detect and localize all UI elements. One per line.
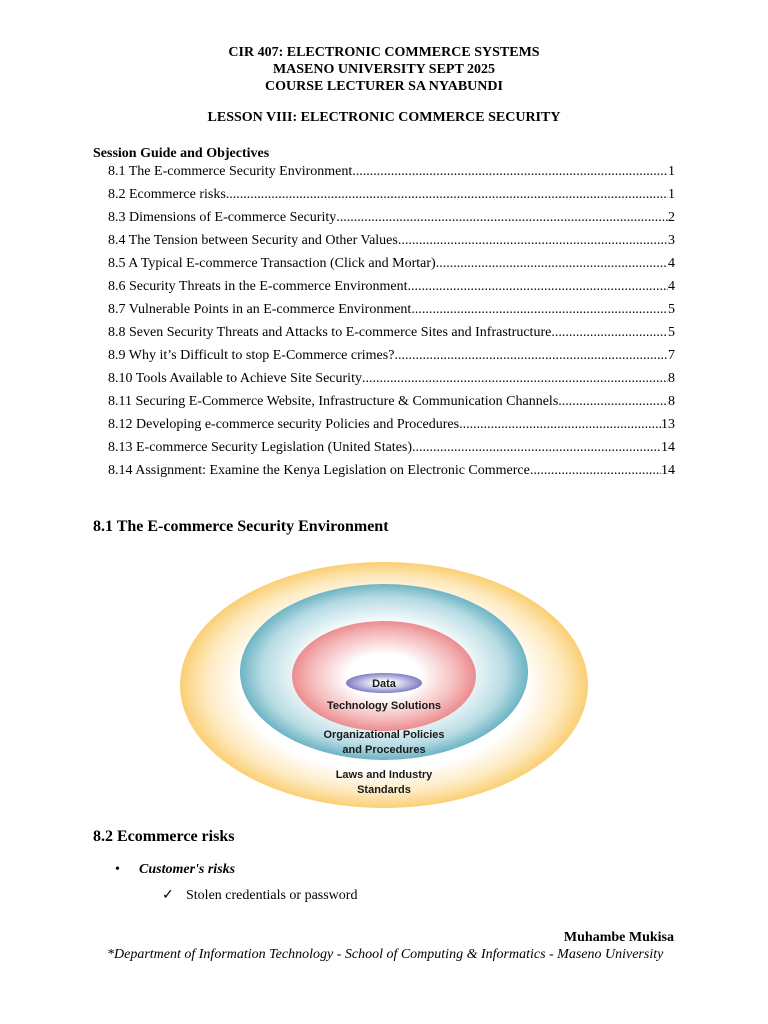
toc-entry-page: 14 (661, 463, 675, 478)
toc-entry[interactable] (108, 459, 675, 482)
toc-entry-label: 8.8 Seven Security Threats and Attacks to E-commerce Sites and Infrastructure (108, 325, 552, 340)
toc-entry-label: 8.10 Tools Available to Achieve Site Security (108, 371, 362, 386)
toc-entry-page: 2 (668, 210, 675, 225)
customer-risks-label: Customer's risks (139, 862, 236, 877)
toc-entry[interactable] (108, 160, 675, 183)
toc-entry-label: 8.7 Vulnerable Points in an E-commerce Environment (108, 302, 412, 317)
toc-entry-label: 8.9 Why it’s Difficult to stop E-Commerce crimes? (108, 348, 395, 363)
session-guide-title: Session Guide and Objectives (93, 146, 270, 161)
toc-entry[interactable] (108, 183, 675, 206)
toc-entry-page: 5 (668, 302, 675, 317)
toc-entry-label: 8.14 Assignment: Examine the Kenya Legislation on Electronic Commerce (108, 463, 530, 478)
lecturer-heading: COURSE LECTURER SA NYABUNDI (265, 79, 503, 94)
toc-entry[interactable] (108, 252, 675, 275)
technology-solutions-label: Technology Solutions (326, 700, 442, 712)
toc-entry-page: 8 (668, 394, 675, 409)
toc-entry-page: 4 (668, 279, 675, 294)
security-environment-diagram (178, 560, 590, 810)
data-label: Data (372, 678, 396, 690)
department-footnote: *Department of Information Technology - School of Computing & Informatics - Maseno University (107, 947, 664, 962)
toc-entry-label: 8.11 Securing E-Commerce Website, Infrastructure & Communication Channels (108, 394, 559, 409)
toc-entry-label: 8.5 A Typical E-commerce Transaction (Click and Mortar) (108, 256, 436, 271)
toc-entry-label: 8.3 Dimensions of E-commerce Security (108, 210, 337, 225)
toc-entry-page: 1 (668, 164, 675, 179)
table-of-contents (108, 160, 675, 482)
author-name: Muhambe Mukisa (563, 930, 674, 945)
section-8-2-heading: 8.2 Ecommerce risks (93, 828, 235, 845)
toc-entry-page: 14 (661, 440, 675, 455)
toc-entry[interactable] (108, 367, 675, 390)
toc-entry[interactable] (108, 298, 675, 321)
section-8-1-heading: 8.1 The E-commerce Security Environment (93, 518, 389, 535)
list-item (115, 862, 235, 878)
toc-entry-page: 5 (668, 325, 675, 340)
toc-entry[interactable] (108, 206, 675, 229)
organizational-policies-label-1: Organizational Policies (323, 729, 445, 741)
toc-entry[interactable] (108, 413, 675, 436)
toc-entry[interactable] (108, 344, 675, 367)
toc-entry[interactable] (108, 436, 675, 459)
toc-entry-page: 8 (668, 371, 675, 386)
organizational-policies-label-2: and Procedures (342, 744, 426, 756)
laws-standards-label-2: Standards (357, 784, 411, 796)
toc-entry-label: 8.12 Developing e-commerce security Policies and Procedures (108, 417, 460, 432)
toc-entry-page: 3 (668, 233, 675, 248)
university-heading: MASENO UNIVERSITY SEPT 2025 (272, 62, 496, 77)
toc-entry-page: 4 (668, 256, 675, 271)
toc-entry-page: 1 (668, 187, 675, 202)
toc-entry[interactable] (108, 229, 675, 252)
toc-entry-label: 8.6 Security Threats in the E-commerce Environment (108, 279, 408, 294)
toc-entry[interactable] (108, 275, 675, 298)
toc-entry-label: 8.2 Ecommerce risks (108, 187, 226, 202)
toc-entry-label: 8.1 The E-commerce Security Environment (108, 164, 353, 179)
toc-entry-label: 8.13 E-commerce Security Legislation (United States) (108, 440, 413, 455)
bullet-icon: • (115, 862, 120, 877)
toc-entry-page: 7 (668, 348, 675, 363)
lesson-title: LESSON VIII: ELECTRONIC COMMERCE SECURITY (207, 110, 561, 125)
stolen-credentials-text: Stolen credentials or password (186, 888, 358, 903)
toc-entry[interactable] (108, 321, 675, 344)
course-code-heading: CIR 407: ELECTRONIC COMMERCE SYSTEMS (228, 45, 540, 60)
toc-entry-page: 13 (661, 417, 675, 432)
laws-standards-label-1: Laws and Industry (335, 769, 433, 781)
toc-entry[interactable] (108, 390, 675, 413)
toc-entry-label: 8.4 The Tension between Security and Other Values (108, 233, 398, 248)
checkmark-icon: ✓ (162, 888, 174, 903)
list-item (162, 887, 357, 904)
